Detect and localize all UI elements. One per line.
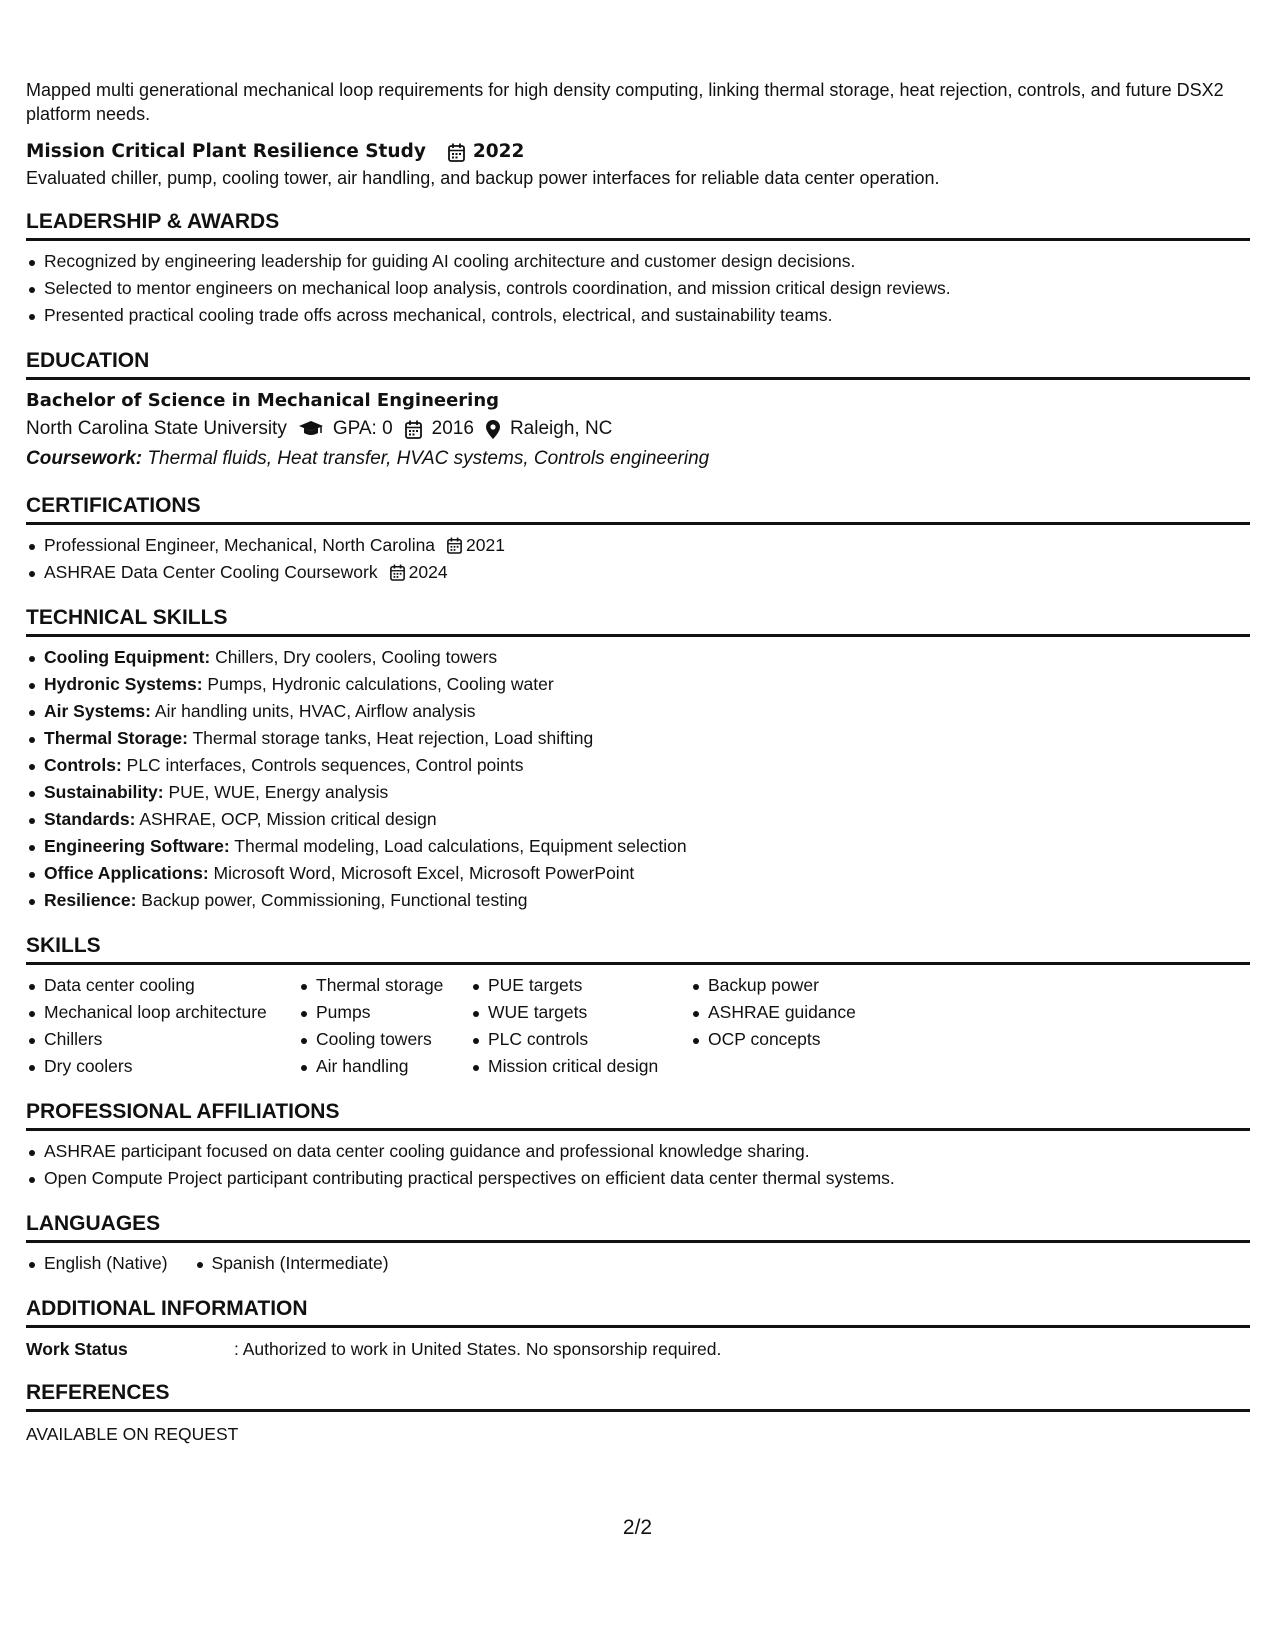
skill-values: Backup power, Commissioning, Functional testing <box>141 890 528 910</box>
skill-values: ASHRAE, OCP, Mission critical design <box>139 809 437 829</box>
list-item: Data center cooling <box>26 972 298 999</box>
skill-category: Sustainability: <box>44 782 164 802</box>
skill-values: PLC interfaces, Controls sequences, Control points <box>126 755 524 775</box>
work-status-row <box>26 1337 1250 1361</box>
leadership-section <box>26 208 1250 329</box>
skills-section <box>26 932 1250 1080</box>
project-title-row <box>26 138 1250 166</box>
skill-values: Pumps, Hydronic calculations, Cooling water <box>207 674 554 694</box>
list-item: Spanish (Intermediate) <box>194 1250 389 1277</box>
list-item: Dry coolers <box>26 1053 298 1080</box>
skills-column <box>470 972 690 1080</box>
list-item <box>26 698 1250 725</box>
school-name: North Carolina State University <box>26 418 287 439</box>
list-item: ASHRAE guidance <box>690 999 910 1026</box>
skill-category: Hydronic Systems: <box>44 674 203 694</box>
section-heading: ADDITIONAL INFORMATION <box>26 1295 1250 1328</box>
certification-name: Professional Engineer, Mechanical, North Carolina <box>44 535 436 555</box>
list-item: Open Compute Project participant contributing practical perspectives on efficient data center thermal systems. <box>26 1165 1250 1192</box>
list-item: Thermal storage <box>298 972 470 999</box>
skill-values: Thermal storage tanks, Heat rejection, Load shifting <box>192 728 594 748</box>
skills-column <box>690 972 910 1080</box>
list-item: English (Native) <box>26 1250 168 1277</box>
list-item <box>26 671 1250 698</box>
work-status-label: Work Status <box>26 1339 128 1359</box>
skill-category: Resilience: <box>44 890 137 910</box>
list-item: Backup power <box>690 972 910 999</box>
coursework-list: Thermal fluids, Heat transfer, HVAC systems, Controls engineering <box>147 448 710 469</box>
list-item <box>26 725 1250 752</box>
skill-values: PUE, WUE, Energy analysis <box>168 782 389 802</box>
languages-section <box>26 1210 1250 1277</box>
skill-category: Engineering Software: <box>44 836 230 856</box>
section-heading: LANGUAGES <box>26 1210 1250 1243</box>
skill-values: Thermal modeling, Load calculations, Equipment selection <box>234 836 687 856</box>
list-item: Pumps <box>298 999 470 1026</box>
skill-category: Controls: <box>44 755 122 775</box>
list-item <box>26 860 1250 887</box>
page-number: 2/2 <box>622 1516 653 1539</box>
skill-category: Office Applications: <box>44 863 209 883</box>
skill-category: Thermal Storage: <box>44 728 188 748</box>
list-item <box>26 833 1250 860</box>
project-description: Evaluated chiller, pump, cooling tower, air handling, and backup power interfaces for reliable data center operation. <box>26 168 940 188</box>
list-item <box>26 752 1250 779</box>
list-item: Mission critical design <box>470 1053 690 1080</box>
coursework-label: Coursework: <box>26 448 143 469</box>
list-item <box>26 887 1250 914</box>
map-pin-icon <box>486 420 500 439</box>
list-item: Cooling towers <box>298 1026 470 1053</box>
project-title: Mission Critical Plant Resilience Study <box>26 141 426 162</box>
references-section <box>26 1379 1250 1446</box>
education-section <box>26 347 1250 474</box>
list-item: Mechanical loop architecture <box>26 999 298 1026</box>
list-item: PUE targets <box>470 972 690 999</box>
certification-year: 2024 <box>408 562 448 582</box>
skills-column <box>298 972 470 1080</box>
list-item: Air handling <box>298 1053 470 1080</box>
degree-title: Bachelor of Science in Mechanical Engineering <box>26 390 500 411</box>
calendar-icon <box>405 420 422 439</box>
section-heading: EDUCATION <box>26 347 1250 380</box>
skill-values: Air handling units, HVAC, Airflow analysis <box>154 701 476 721</box>
section-heading: PROFESSIONAL AFFILIATIONS <box>26 1098 1250 1131</box>
section-heading: SKILLS <box>26 932 1250 965</box>
coursework <box>26 444 1250 474</box>
certification-name: ASHRAE Data Center Cooling Coursework <box>44 562 378 582</box>
work-status-value: : Authorized to work in United States. No sponsorship required. <box>234 1339 722 1359</box>
affiliations-section <box>26 1098 1250 1192</box>
resume-page <box>26 78 1250 1446</box>
certification-year: 2021 <box>466 535 505 555</box>
skill-category: Air Systems: <box>44 701 151 721</box>
list-item: Presented practical cooling trade offs across mechanical, controls, electrical, and sustainability teams. <box>26 302 1250 329</box>
graduation-year: 2016 <box>431 418 474 439</box>
list-item: PLC controls <box>470 1026 690 1053</box>
list-item: OCP concepts <box>690 1026 910 1053</box>
project-intro-text: Mapped multi generational mechanical loop requirements for high density computing, linking thermal storage, heat rejection, controls, and future DSX2 platform needs. <box>26 80 1224 124</box>
references-text: AVAILABLE ON REQUEST <box>26 1424 239 1444</box>
additional-info-section <box>26 1295 1250 1361</box>
section-heading: TECHNICAL SKILLS <box>26 604 1250 637</box>
skill-category: Standards: <box>44 809 136 829</box>
education-details <box>26 414 1250 444</box>
skill-values: Chillers, Dry coolers, Cooling towers <box>215 647 498 667</box>
graduation-cap-icon <box>299 421 323 437</box>
calendar-icon <box>448 143 465 162</box>
list-item: Chillers <box>26 1026 298 1053</box>
section-heading: CERTIFICATIONS <box>26 492 1250 525</box>
list-item: Selected to mentor engineers on mechanical loop analysis, controls coordination, and mission critical design reviews. <box>26 275 1250 302</box>
skills-column <box>26 972 298 1080</box>
skills-grid <box>26 972 1250 1080</box>
skill-values: Microsoft Word, Microsoft Excel, Microsoft PowerPoint <box>213 863 635 883</box>
list-item <box>26 644 1250 671</box>
list-item: ASHRAE participant focused on data center cooling guidance and professional knowledge sharing. <box>26 1138 1250 1165</box>
technical-skills-section <box>26 604 1250 914</box>
section-heading: REFERENCES <box>26 1379 1250 1412</box>
section-heading: LEADERSHIP & AWARDS <box>26 208 1250 241</box>
list-item: WUE targets <box>470 999 690 1026</box>
list-item <box>26 806 1250 833</box>
calendar-icon <box>390 564 405 581</box>
list-item <box>26 532 1250 559</box>
gpa: GPA: 0 <box>332 418 393 439</box>
calendar-icon <box>447 537 462 554</box>
list-item: Recognized by engineering leadership for guiding AI cooling architecture and customer design decisions. <box>26 248 1250 275</box>
project-year: 2022 <box>472 141 525 162</box>
school-location: Raleigh, NC <box>509 418 613 439</box>
list-item <box>26 779 1250 806</box>
list-item <box>26 559 1250 586</box>
skill-category: Cooling Equipment: <box>44 647 211 667</box>
certifications-section <box>26 492 1250 586</box>
